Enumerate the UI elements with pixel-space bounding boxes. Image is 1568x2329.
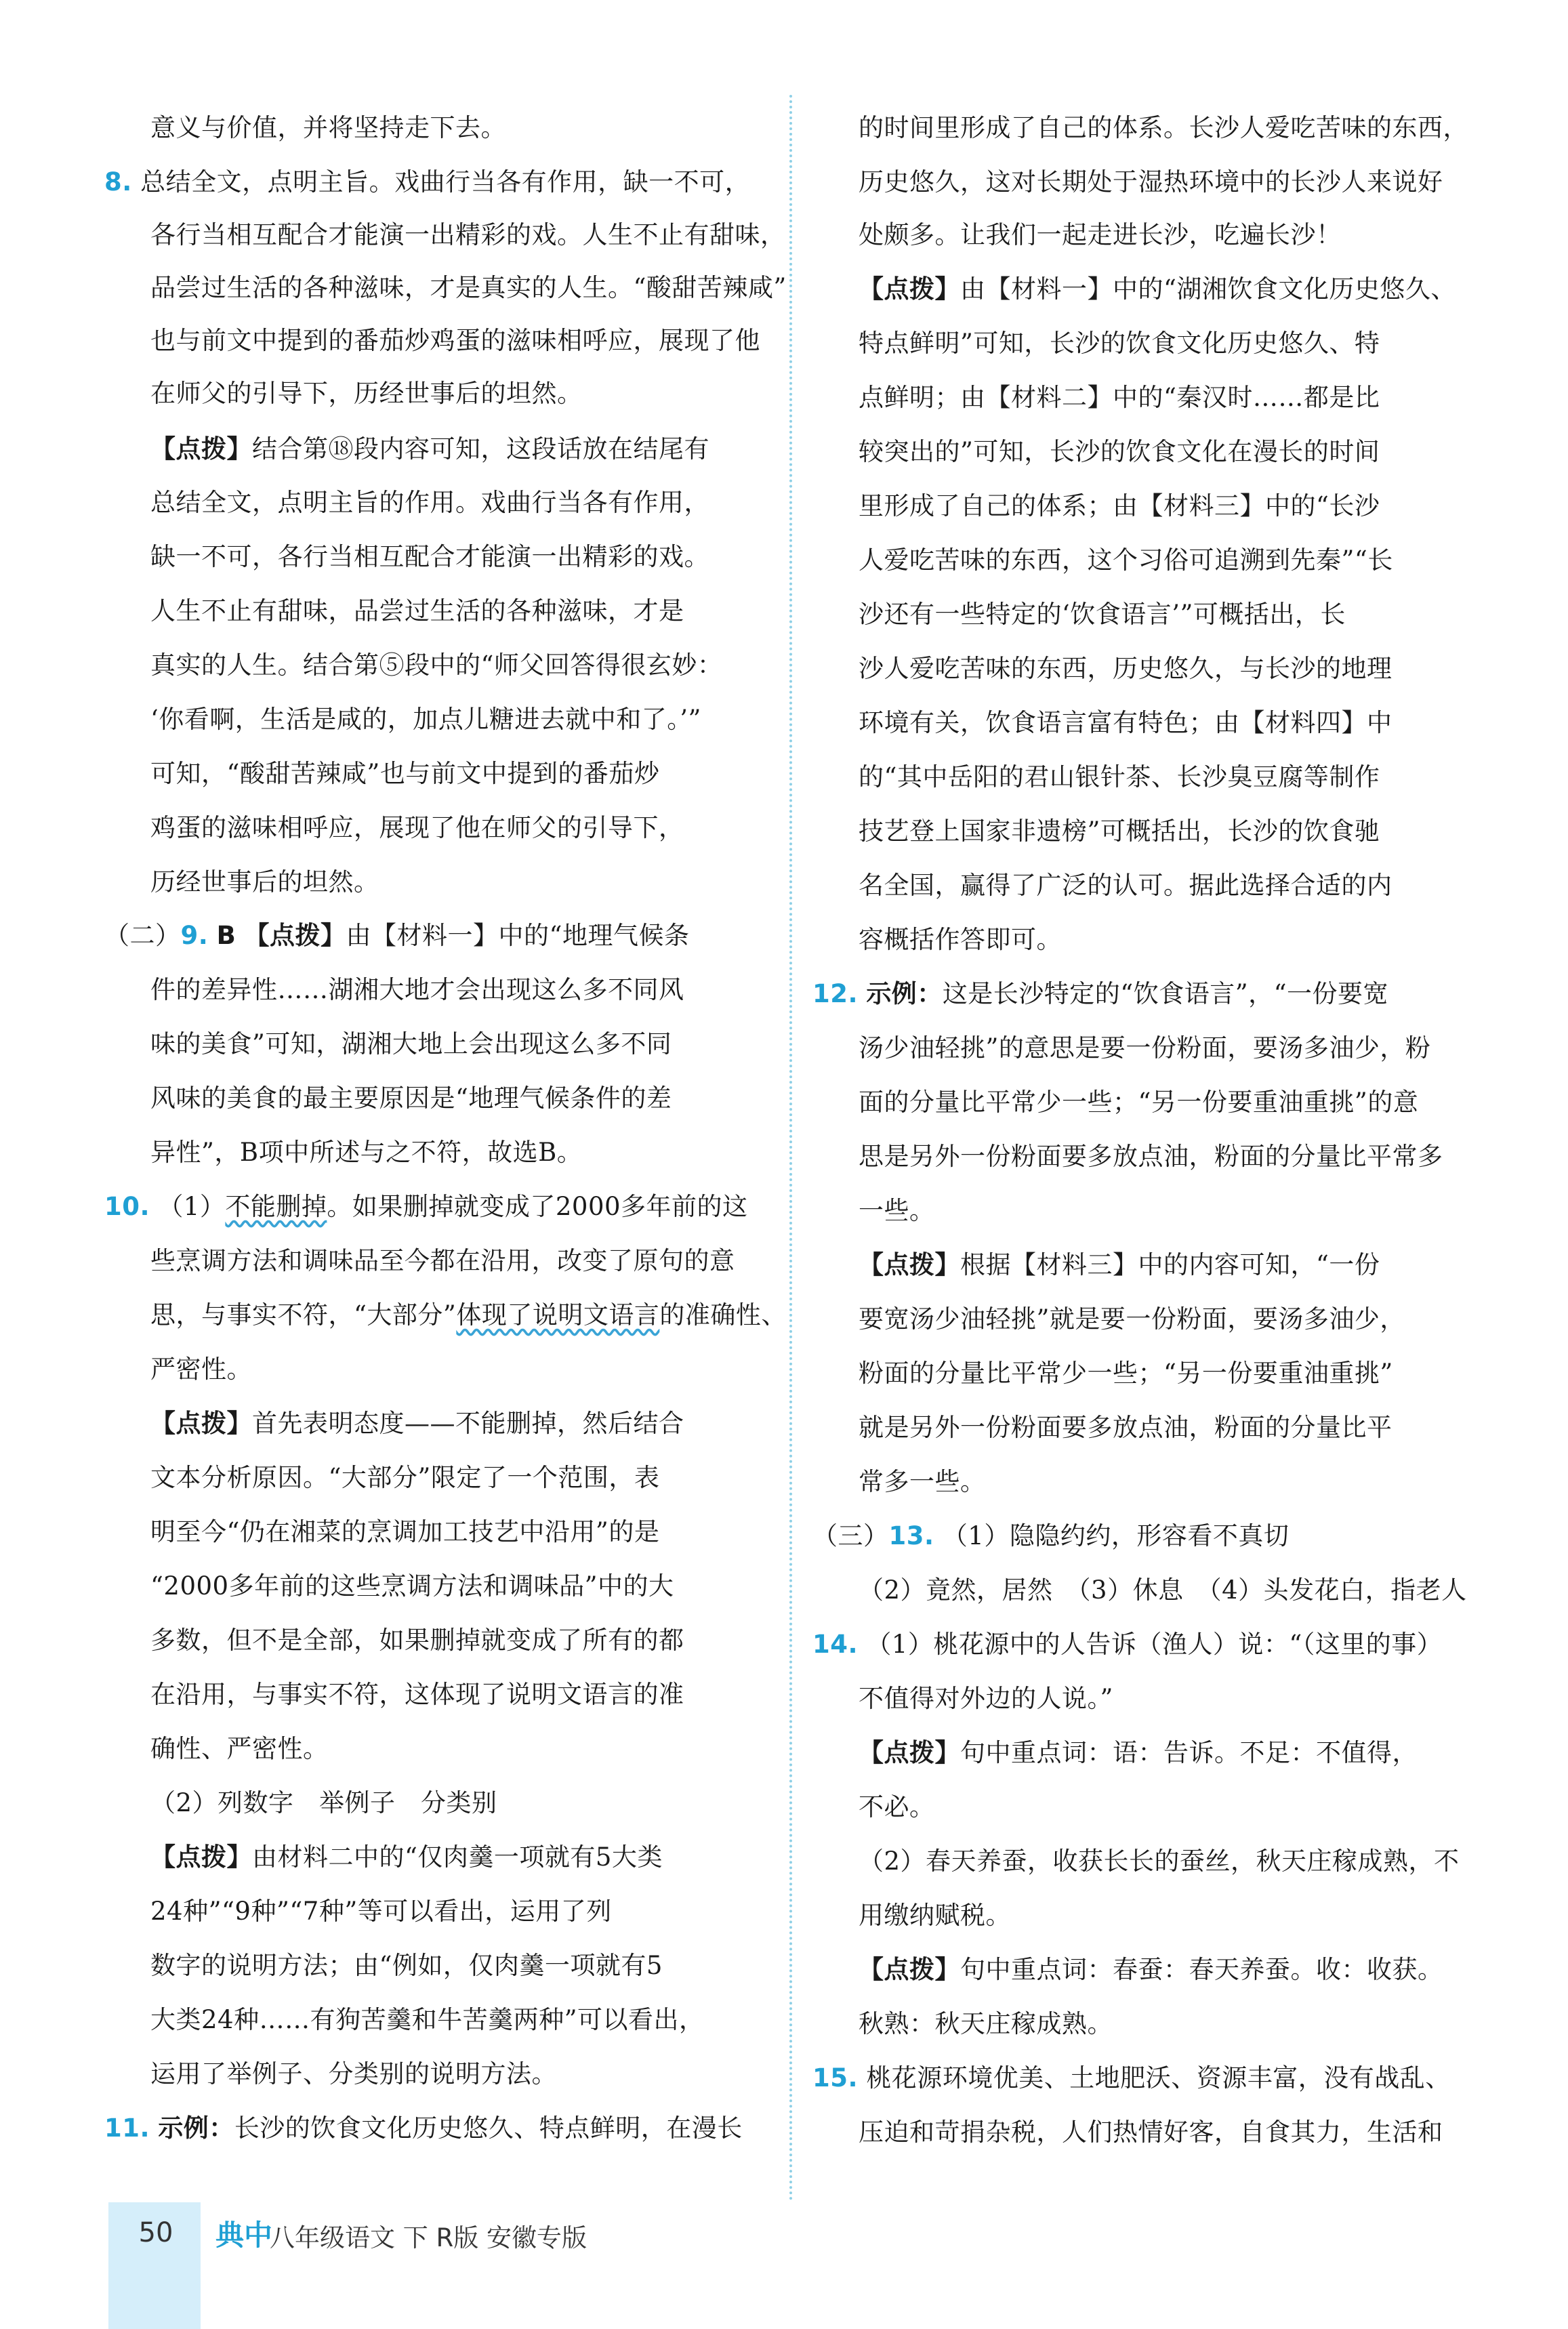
text-line: 历史悠久，这对长期处于湿热环境中的长沙人来说好 [859,167,1443,197]
text-line: 汤少油轻挑”的意思是要一份粉面，要汤多油少，粉 [859,1033,1431,1063]
text-line: 用缴纳赋税。 [859,1901,1011,1930]
text-line: 总结全文，点明主旨的作用。戏曲行当各有作用， [150,488,709,517]
question-number: 15. [812,2063,859,2093]
tip-label: 【点拨】 [150,434,252,463]
text-line: 面的分量比平常少一些；“另一份要重油重挑”的意 [859,1088,1419,1117]
tip-11: 【点拨】由【材料一】中的“湖湘饮食文化历史悠久、 [859,274,1456,304]
text-line: 也与前文中提到的番茄炒鸡蛋的滋味相呼应，展现了他 [150,326,760,355]
text-line: （2）列数字 举例子 分类别 [150,1788,497,1817]
text-line: 人生不止有甜味，品尝过生活的各种滋味，才是 [150,596,684,625]
question-number: 9. [180,921,209,950]
text-line: 确性、严密性。 [150,1734,329,1763]
question-8: 8. 总结全文，点明主旨。戏曲行当各有作用，缺一不可， [104,167,751,197]
text-line: 思是另外一份粉面要多放点油，粉面的分量比平常多 [859,1142,1443,1171]
text-line: 在沿用，与事实不符，这体现了说明文语言的准 [150,1680,684,1709]
text-line: 真实的人生。结合第⑤段中的“师父回答得很玄妙： [150,651,723,680]
book-title: 八年级语文 下 R版 安徽专版 [270,2223,587,2252]
text-line: 点鲜明；由【材料二】中的“秦汉时……都是比 [859,383,1380,412]
text-line: 在师父的引导下，历经世事后的坦然。 [150,379,583,408]
text-line: 的时间里形成了自己的体系。长沙人爱吃苦味的东西， [859,113,1468,142]
text-line: 多数，但不是全部，如果删掉就变成了所有的都 [150,1626,684,1655]
text-line: 秋熟：秋天庄稼成熟。 [859,2009,1113,2038]
question-11: 11. 示例：长沙的饮食文化历史悠久、特点鲜明，在漫长 [104,2114,743,2143]
text-line: 风味的美食的最主要原因是“地理气候条件的差 [150,1084,672,1113]
text-line: 特点鲜明”可知，长沙的饮食文化历史悠久、特 [859,329,1380,358]
tip-12: 【点拨】根据【材料三】中的内容可知，“一份 [859,1250,1380,1279]
question-number: 13. [888,1521,934,1550]
tip-8: 【点拨】结合第⑱段内容可知，这段话放在结尾有 [150,434,709,463]
text-line: 压迫和苛捐杂税，人们热情好客，自食其力，生活和 [859,2118,1443,2147]
question-10: 10. （1）不能删掉。如果删掉就变成了2000多年前的这 [104,1192,748,1221]
text-line: 可知，“酸甜苦辣咸”也与前文中提到的番茄炒 [150,759,660,788]
text-line: ‘你看啊，生活是咸的，加点儿糖进去就中和了。’” [150,705,701,734]
text-line: 24种”“9种”“7种”等可以看出，运用了列 [150,1897,612,1926]
text-line: 思，与事实不符，“大部分”体现了说明文语言的准确性、 [150,1300,787,1330]
text-line: 缺一不可，各行当相互配合才能演一出精彩的戏。 [150,542,709,571]
text-line: “2000多年前的这些烹调方法和调味品”中的大 [150,1571,674,1601]
text-line: 沙还有一些特定的‘饮食语言’”可概括出，长 [859,600,1346,629]
text-line: 意义与价值，并将坚持走下去。 [150,113,506,142]
text-line: 些烹调方法和调味品至今都在沿用，改变了原句的意 [150,1246,735,1275]
question-14: 14. （1）桃花源中的人告诉（渔人）说：“（这里的事） [812,1630,1443,1659]
text-line: 里形成了自己的体系；由【材料三】中的“长沙 [859,491,1380,520]
question-number: 12. [812,979,859,1008]
text-line: 历经世事后的坦然。 [150,867,379,896]
question-13: （三）13. （1）隐隐约约，形容看不真切 [812,1521,1290,1550]
text-line: 不值得对外边的人说。” [859,1684,1113,1713]
wavy-underline: 体现了说明文语言 [456,1300,660,1330]
tip-label: 【点拨】 [150,1409,252,1438]
text-line: 不必。 [859,1792,935,1821]
text-line: 件的差异性……湖湘大地才会出现这么多不同风 [150,975,684,1004]
text-line: 常多一些。 [859,1467,986,1496]
tip-label: 【点拨】 [859,274,960,304]
tip-label: 【点拨】 [150,1842,252,1872]
text-line: 容概括作答即可。 [859,925,1062,954]
text-line: 品尝过生活的各种滋味，才是真实的人生。“酸甜苦辣咸” [150,273,787,302]
text-line: 人爱吃苦味的东西，这个习俗可追溯到先秦”“长 [859,545,1393,575]
question-number: 8. [104,167,132,197]
text-line: 粉面的分量比平常少一些；“另一份要重油重挑” [859,1359,1393,1388]
brand-logo: 典中 [215,2219,273,2252]
tip-14-1: 【点拨】句中重点词：语：告诉。不足：不值得， [859,1738,1418,1767]
text-line: 较突出的”可知，长沙的饮食文化在漫长的时间 [859,437,1380,466]
tip-label: 【点拨】 [244,921,346,950]
question-number: 11. [104,2114,150,2143]
text-line: （2）春天养蚕，收获长长的蚕丝，秋天庄稼成熟，不 [859,1847,1460,1876]
text-line: （2）竟然，居然 （3）休息 （4）头发花白，指老人 [859,1575,1467,1605]
text-line: 处颇多。让我们一起走进长沙，吃遍长沙！ [859,220,1342,249]
answer: B [216,921,236,950]
tip-14-2: 【点拨】句中重点词：春蚕：春天养蚕。收：收获。 [859,1955,1443,1984]
text-line: 的“其中岳阳的君山银针茶、长沙臭豆腐等制作 [859,762,1380,791]
text-line: 数字的说明方法；由“例如，仅肉羹一项就有5 [150,1951,663,1980]
question-12: 12. 示例：这是长沙特定的“饮食语言”，“一份要宽 [812,979,1389,1008]
text-line: 异性”，B项中所述与之不符，故选B。 [150,1138,583,1167]
text-line: 要宽汤少油轻挑”就是要一份粉面，要汤多油少， [859,1304,1405,1334]
wavy-underline: 不能删掉 [225,1192,327,1221]
page-number: 50 [138,2217,173,2248]
column-divider [789,95,792,2202]
text-line: 一些。 [859,1196,935,1225]
text-line: 名全国，赢得了广泛的认可。据此选择合适的内 [859,871,1392,900]
question-number: 10. [104,1192,150,1221]
text-line: 运用了举例子、分类别的说明方法。 [150,2059,557,2088]
tip-label: 【点拨】 [859,1250,960,1279]
question-15: 15. 桃花源环境优美、土地肥沃、资源丰富，没有战乱、 [812,2063,1451,2093]
tip-10-1: 【点拨】首先表明态度——不能删掉，然后结合 [150,1409,684,1438]
text-line: 就是另外一份粉面要多放点油，粉面的分量比平 [859,1413,1392,1442]
text-line: 严密性。 [150,1355,252,1384]
text-line: 文本分析原因。“大部分”限定了一个范围，表 [150,1463,660,1492]
text-line: 技艺登上国家非遗榜”可概括出，长沙的饮食驰 [859,817,1380,846]
text-line: 味的美食”可知，湖湘大地上会出现这么多不同 [150,1029,672,1058]
text-line: 明至今“仍在湘菜的烹调加工技艺中沿用”的是 [150,1517,660,1546]
question-9: （二）9. B 【点拨】由【材料一】中的“地理气候条 [104,921,690,950]
text-line: 鸡蛋的滋味相呼应，展现了他在师父的引导下， [150,813,684,842]
tip-10-2: 【点拨】由材料二中的“仅肉羹一项就有5大类 [150,1842,663,1872]
tip-label: 【点拨】 [859,1738,960,1767]
text-line: 各行当相互配合才能演一出精彩的戏。人生不止有甜味， [150,220,786,249]
text-line: 环境有关，饮食语言富有特色；由【材料四】中 [859,708,1392,737]
question-number: 14. [812,1630,859,1659]
text-line: 沙人爱吃苦味的东西，历史悠久，与长沙的地理 [859,654,1392,683]
tip-label: 【点拨】 [859,1955,960,1984]
text-line: 大类24种……有狗苦羹和牛苦羹两种”可以看出， [150,2005,705,2034]
